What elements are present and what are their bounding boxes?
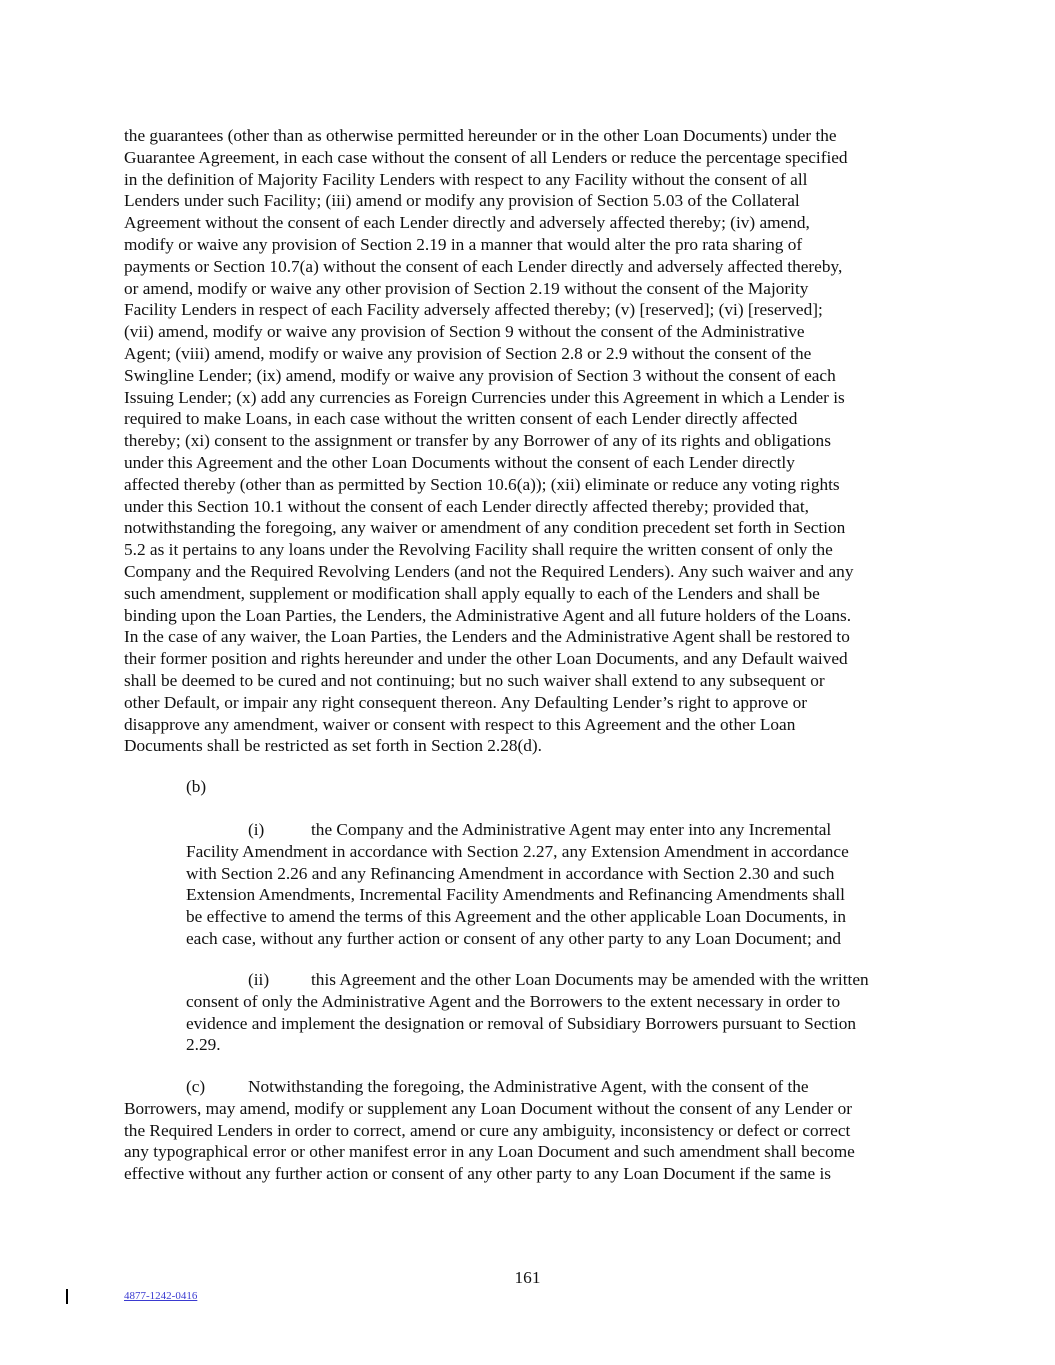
section-b-i-first-line: the Company and the Administrative Agent may enter into any Incremental [311, 820, 832, 839]
text-line: the guarantees (other than as otherwise permitted hereunder or in the other Loan Documents) under the [124, 126, 837, 145]
text-line: Facility Lenders in respect of each Facility adversely affected thereby; (v) [reserved]; (vi) [reserved]; [124, 300, 823, 320]
text-line: Company and the Required Revolving Lenders (and not the Required Lenders). Any such waiver and any [124, 561, 854, 581]
section-b-ii [186, 969, 936, 1056]
text-line: be effective to amend the terms of this Agreement and the other applicable Loan Documents, in [186, 907, 846, 927]
text-line: Documents shall be restricted as set forth in Section 2.28(d). [124, 736, 543, 756]
text-line: payments or Section 10.7(a) without the consent of each Lender directly and adversely affected thereby, [124, 256, 843, 276]
text-line: in the definition of Majority Facility Lenders with respect to any Facility without the consent of all [124, 169, 808, 189]
text-line: Swingline Lender; (ix) amend, modify or waive any provision of Section 3 without the consent of each [124, 365, 836, 385]
text-line: notwithstanding the foregoing, any waiver or amendment of any condition precedent set forth in Section [124, 518, 846, 538]
text-line: modify or waive any provision of Section 2.19 in a manner that would alter the pro rata sharing of [124, 234, 803, 254]
section-b-i [186, 819, 936, 950]
change-bar [66, 1289, 68, 1304]
document-id-link[interactable]: 4877-1242-0416 [124, 1290, 198, 1302]
section-b-i-label: (i) [248, 820, 265, 839]
paragraph-a-continuation [124, 125, 934, 757]
text-line: such amendment, supplement or modification shall apply equally to each of the Lenders and shall be [124, 583, 820, 603]
text-line: Guarantee Agreement, in each case without the consent of all Lenders or reduce the percentage specified [124, 147, 848, 167]
text-line: under this Agreement and the other Loan Documents without the consent of each Lender directly [124, 452, 795, 472]
text-line: effective without any further action or consent of any other party to any Loan Document if the same is [124, 1164, 832, 1184]
text-line: each case, without any further action or consent of any other party to any Loan Document; and [186, 928, 842, 948]
text-line: 2.29. [186, 1035, 221, 1055]
text-line: Facility Amendment in accordance with Section 2.27, any Extension Amendment in accordance [186, 841, 849, 861]
text-line: Lenders under such Facility; (iii) amend or modify any provision of Section 5.03 of the Collateral [124, 191, 800, 211]
text-line: their former position and rights hereunder and under the other Loan Documents, and any Default waived [124, 649, 848, 669]
text-line: the Required Lenders in order to correct, amend or cure any ambiguity, inconsistency or defect or correct [124, 1120, 851, 1140]
text-line: under this Section 10.1 without the consent of each Lender directly affected thereby; provided that, [124, 496, 809, 516]
text-line: required to make Loans, in each case without the written consent of each Lender directly affected [124, 409, 798, 429]
text-line: Agent; (viii) amend, modify or waive any provision of Section 2.8 or 2.9 without the consent of the [124, 343, 812, 363]
text-line: consent of only the Administrative Agent and the Borrowers to the extent necessary in order to [186, 991, 841, 1011]
section-c-first-line: Notwithstanding the foregoing, the Administrative Agent, with the consent of the [248, 1077, 809, 1096]
section-c-label: (c) [186, 1077, 206, 1096]
text-line: with Section 2.26 and any Refinancing Amendment in accordance with Section 2.30 and such [186, 863, 835, 883]
text-line: thereby; (xi) consent to the assignment or transfer by any Borrower of any of its rights and obligations [124, 431, 831, 451]
text-line: disapprove any amendment, waiver or consent with respect to this Agreement and the other Loan [124, 714, 796, 734]
text-line: affected thereby (other than as permitted by Section 10.6(a)); (xii) eliminate or reduce any voting rights [124, 474, 840, 494]
text-line: Issuing Lender; (x) add any currencies as Foreign Currencies under this Agreement in which a Lender is [124, 387, 845, 407]
section-b-ii-label: (ii) [248, 970, 270, 989]
text-line: Borrowers, may amend, modify or supplement any Loan Document without the consent of any Lender or [124, 1098, 853, 1118]
text-line: other Default, or impair any right consequent thereon. Any Defaulting Lender’s right to approve or [124, 692, 808, 712]
text-line: Extension Amendments, Incremental Facility Amendments and Refinancing Amendments shall [186, 885, 845, 905]
section-b-ii-first-line: this Agreement and the other Loan Documents may be amended with the written [311, 970, 869, 989]
text-line: (vii) amend, modify or waive any provision of Section 9 without the consent of the Administrative [124, 322, 805, 342]
text-line: or amend, modify or waive any other provision of Section 2.19 without the consent of the Majority [124, 278, 809, 298]
section-b-label: (b) [186, 777, 207, 796]
section-c [124, 1076, 934, 1185]
text-line: In the case of any waiver, the Loan Parties, the Lenders and the Administrative Agent shall be restored to [124, 627, 850, 647]
page-number: 161 [514, 1268, 541, 1287]
text-line: Agreement without the consent of each Lender directly and adversely affected thereby; (iv) amend, [124, 213, 810, 233]
text-line: binding upon the Loan Parties, the Lenders, the Administrative Agent and all future holders of the Loans. [124, 605, 852, 625]
text-line: evidence and implement the designation or removal of Subsidiary Borrowers pursuant to Section [186, 1013, 856, 1033]
text-line: any typographical error or other manifest error in any Loan Document and such amendment shall become [124, 1142, 855, 1162]
text-line: 5.2 as it pertains to any loans under the Revolving Facility shall require the written consent of only the [124, 540, 833, 560]
text-line: shall be deemed to be cured and not continuing; but no such waiver shall extend to any subsequent or [124, 670, 825, 690]
